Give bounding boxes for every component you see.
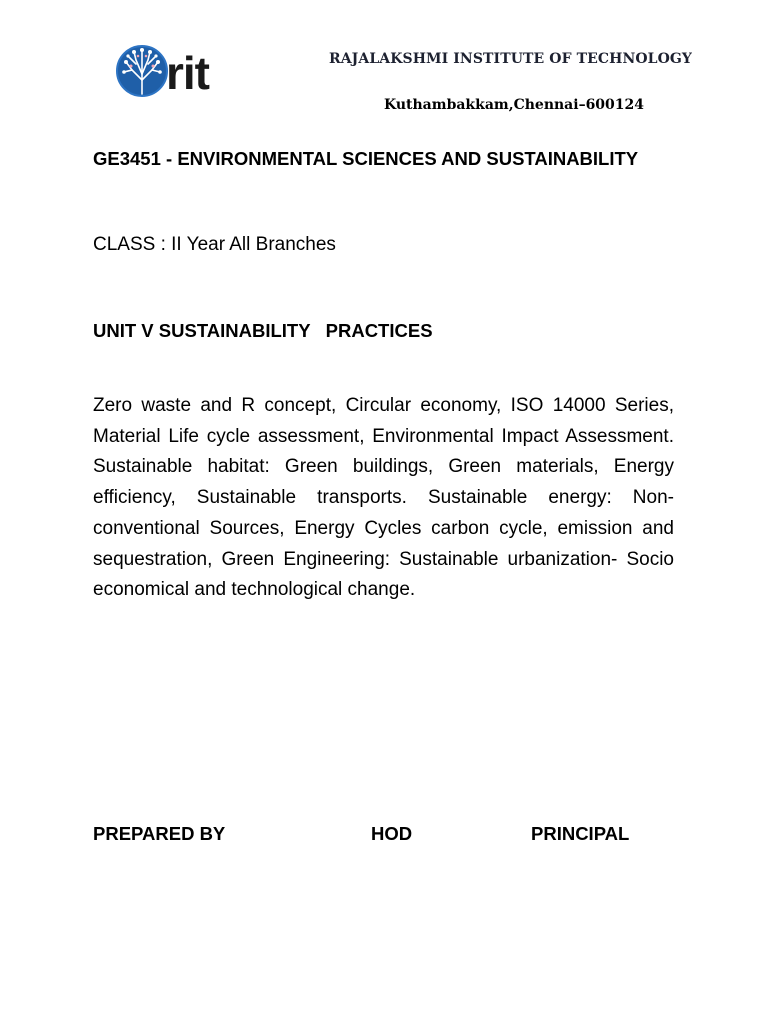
logo-wordmark: rit [166, 47, 209, 99]
institution-address: Kuthambakkam,Chennai–600124 [384, 97, 645, 113]
course-title: GE3451 - ENVIRONMENTAL SCIENCES AND SUSTAINABILITY [93, 148, 639, 169]
institution-name: RAJALAKSHMI INSTITUTE OF TECHNOLOGY [328, 51, 693, 67]
unit-heading: UNIT V SUSTAINABILITY PRACTICES [93, 320, 433, 341]
unit-syllabus: Zero waste and R concept, Circular economy, ISO 14000 Series, Material Life cycle assessment, Environmental Impact Assessment. Sustainable habitat: Green buildings, Green materials, Energy efficiency, Sustainable transports. Sustainable energy: Non-conventional Sources, Energy Cycles carbon cycle, emission and sequestration, Green Engineering: Sustainable urbanization- Socio economical and technological change. [93, 395, 674, 601]
signature-principal: PRINCIPAL [531, 823, 630, 844]
signature-hod: HOD [371, 823, 413, 844]
rit-logo [116, 42, 226, 100]
signature-prepared-by: PREPARED BY [93, 823, 226, 844]
class-line: CLASS : II Year All Branches [93, 234, 336, 255]
